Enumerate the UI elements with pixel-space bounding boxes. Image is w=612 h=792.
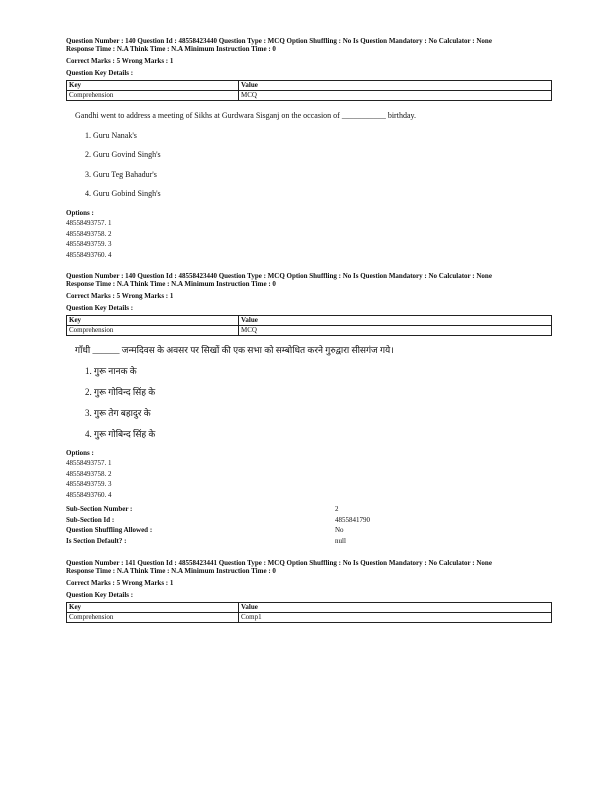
column-header: Key (67, 316, 239, 326)
field-label: Sub-Section Number : (66, 505, 133, 513)
key-details-label: Question Key Details : (66, 591, 134, 599)
option-id: 48558493760. 4 (66, 250, 112, 259)
options-label: Options : (66, 449, 94, 457)
column-header: Value (239, 603, 552, 613)
column-header: Key (67, 81, 239, 91)
table-header-row (67, 81, 552, 91)
column-header: Key (67, 603, 239, 613)
answer-choice: 1. गुरू नानक के (85, 366, 137, 376)
answer-choice: 4. गुरू गोबिन्द सिंह के (85, 429, 156, 439)
table-row (67, 613, 552, 623)
question-timing-line: Response Time : N.A Think Time : N.A Minimum Instruction Time : 0 (66, 567, 276, 575)
marks-line: Correct Marks : 5 Wrong Marks : 1 (66, 57, 174, 65)
question-block-140-english (66, 37, 552, 260)
answer-choice: 3. Guru Teg Bahadur's (85, 169, 157, 179)
options-label: Options : (66, 209, 94, 217)
key-details-label: Question Key Details : (66, 69, 134, 77)
table-header-row (67, 316, 552, 326)
table-cell: Comprehension (67, 613, 239, 623)
key-details-table (66, 80, 552, 101)
subsection-row (66, 536, 552, 547)
option-id: 48558493759. 3 (66, 240, 112, 248)
table-row (67, 326, 552, 336)
marks-line: Correct Marks : 5 Wrong Marks : 1 (66, 292, 174, 300)
table-cell: Comprehension (67, 326, 239, 336)
question-block-140-hindi (66, 272, 552, 500)
field-value: No (335, 526, 344, 534)
marks-line: Correct Marks : 5 Wrong Marks : 1 (66, 579, 174, 587)
answer-choice: 3. गुरू तेग बहादुर के (85, 408, 151, 418)
option-id: 48558493757. 1 (66, 459, 112, 467)
table-cell: Comprehension (67, 91, 239, 101)
field-label: Is Section Default? : (66, 536, 127, 545)
option-id: 48558493758. 2 (66, 469, 112, 478)
question-block-141 (66, 559, 552, 623)
subsection-row (66, 504, 552, 515)
answer-choice: 4. Guru Gobind Singh's (85, 189, 161, 198)
answer-choice: 2. गुरू गोविन्द सिंह के (85, 387, 156, 397)
option-id: 48558493760. 4 (66, 490, 112, 499)
option-id: 48558493759. 3 (66, 480, 112, 488)
field-label: Sub-Section Id : (66, 515, 115, 524)
question-header-line: Question Number : 140 Question Id : 48558423440 Question Type : MCQ Option Shuffling : No Is Question Mandatory : No Calculator : None (66, 37, 492, 45)
column-header: Value (239, 316, 552, 326)
question-timing-line: Response Time : N.A Think Time : N.A Minimum Instruction Time : 0 (66, 45, 276, 53)
key-details-table (66, 602, 552, 623)
field-value: 2 (335, 505, 339, 513)
field-value: null (335, 536, 346, 545)
table-cell: MCQ (239, 91, 552, 101)
question-text: गाँधी ______ जन्मदिवस के अवसर पर सिखों की एक सभा को सम्बोधित करने गुरुद्वारा सीसगंज गये। (75, 345, 394, 355)
answer-choice: 1. Guru Nanak's (85, 130, 137, 140)
table-cell: Comp1 (239, 613, 552, 623)
table-header-row (67, 603, 552, 613)
subsection-row (66, 525, 552, 536)
question-text: Gandhi went to address a meeting of Sikhs at Gurdwara Sisganj on the occasion of ___________ birthday. (75, 111, 416, 120)
question-header-line: Question Number : 141 Question Id : 48558423441 Question Type : MCQ Option Shuffling : No Is Question Mandatory : No Calculator : None (66, 559, 492, 567)
column-header: Value (239, 81, 552, 91)
key-details-table (66, 315, 552, 336)
answer-choice: 2. Guru Govind Singh's (85, 150, 161, 159)
option-id: 48558493758. 2 (66, 229, 112, 238)
field-label: Question Shuffling Allowed : (66, 526, 153, 534)
table-cell: MCQ (239, 326, 552, 336)
field-value: 4855841790 (335, 515, 370, 524)
question-timing-line: Response Time : N.A Think Time : N.A Minimum Instruction Time : 0 (66, 280, 276, 288)
table-row (67, 91, 552, 101)
option-id: 48558493757. 1 (66, 219, 112, 227)
key-details-label: Question Key Details : (66, 304, 134, 312)
question-header-line: Question Number : 140 Question Id : 48558423440 Question Type : MCQ Option Shuffling : No Is Question Mandatory : No Calculator : None (66, 272, 492, 280)
subsection-row (66, 515, 552, 526)
subsection-details (66, 504, 552, 546)
